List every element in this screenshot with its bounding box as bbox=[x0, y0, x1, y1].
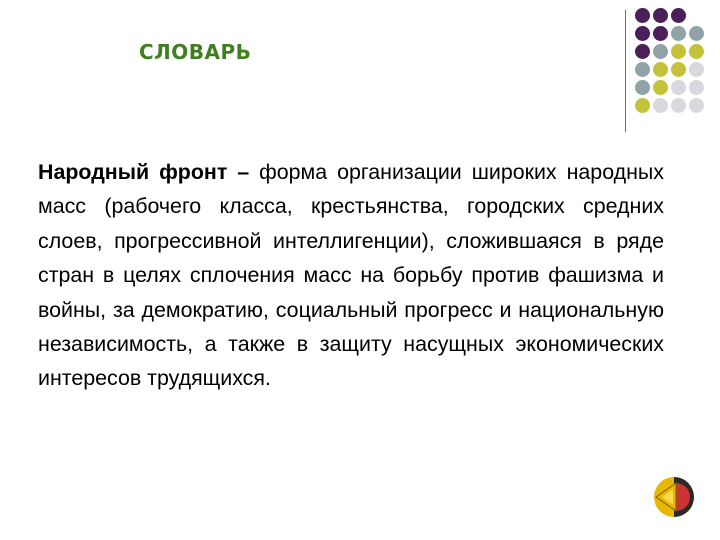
slide-title: СЛОВАРЬ bbox=[139, 40, 252, 64]
decorative-dot bbox=[635, 26, 650, 41]
decorative-dot bbox=[653, 62, 668, 77]
decorative-dot bbox=[671, 8, 686, 23]
term-definition: форма организации широких народных масс (рабочего класса, крестьянства, городских средних слоев, прогрессивной интеллигенции), сложившаяся в ряде стран в целях сплочения масс на борьбу против фашизма и войны, за демократию, социальный прогресс и национальную независимость, а также в защиту насущных экономических интересов трудящихся. bbox=[38, 160, 664, 391]
decorative-dot bbox=[635, 62, 650, 77]
back-navigation-button[interactable] bbox=[652, 475, 696, 519]
decorative-dot bbox=[689, 80, 704, 95]
definition-text bbox=[38, 155, 664, 396]
dot-grid-decoration bbox=[635, 8, 707, 116]
decorative-dot bbox=[671, 80, 686, 95]
decorative-dot bbox=[653, 8, 668, 23]
decorative-dot bbox=[689, 26, 704, 41]
term-heading: Народный фронт – bbox=[38, 160, 260, 184]
decorative-dot bbox=[653, 80, 668, 95]
decorative-dot bbox=[671, 62, 686, 77]
decorative-dot bbox=[635, 8, 650, 23]
vertical-divider bbox=[625, 10, 626, 132]
decorative-dot bbox=[671, 44, 686, 59]
decorative-dot bbox=[671, 26, 686, 41]
decorative-dot bbox=[635, 44, 650, 59]
decorative-dot bbox=[653, 44, 668, 59]
decorative-dot bbox=[653, 98, 668, 113]
decorative-dot bbox=[653, 26, 668, 41]
decorative-dot bbox=[689, 98, 704, 113]
decorative-dot bbox=[689, 8, 704, 23]
decorative-dot bbox=[635, 98, 650, 113]
decorative-dot bbox=[635, 80, 650, 95]
back-arrow-icon bbox=[652, 475, 696, 519]
decorative-dot bbox=[689, 44, 704, 59]
decorative-dot bbox=[671, 98, 686, 113]
decorative-dot bbox=[689, 62, 704, 77]
